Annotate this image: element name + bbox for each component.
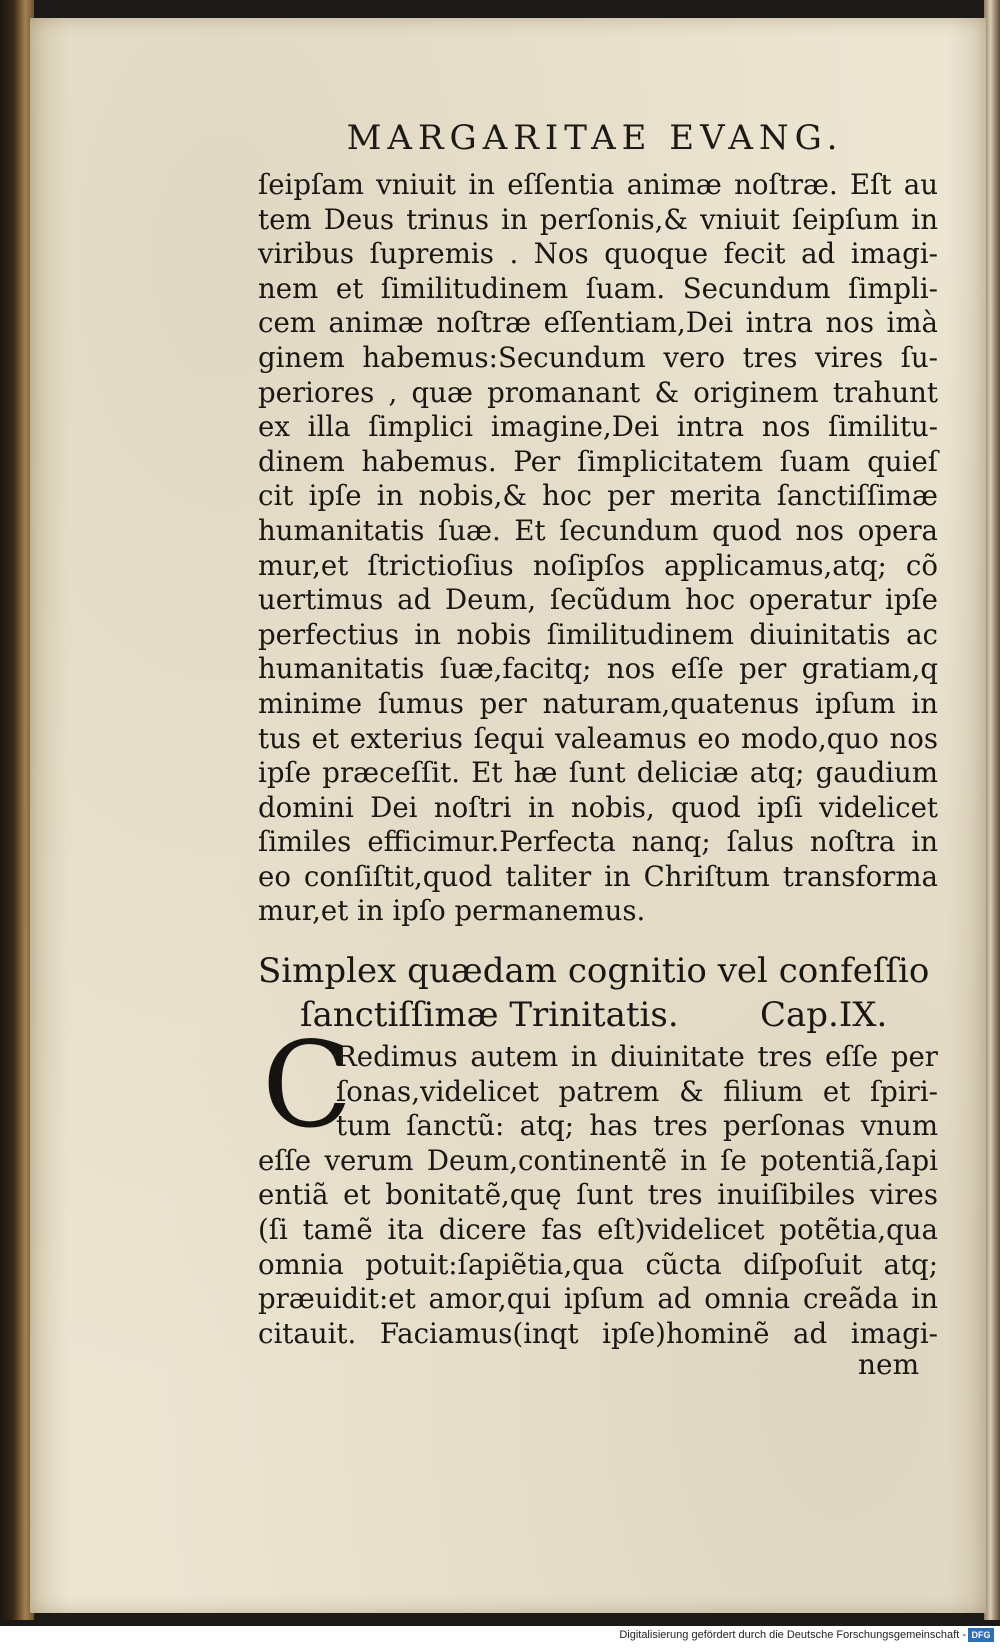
- text-line: mur,et ſtrictioſius noſipſos applicamus,atq; cõ: [258, 548, 938, 582]
- text-line: cem animæ noſtræ eſſentiam,Dei intra nos imà: [258, 306, 938, 340]
- chapter-heading-line2: [300, 994, 900, 1036]
- text-line: ſonas,videlicet patrem & filium et ſpiri-: [336, 1074, 938, 1108]
- text-line: Redimus autem in diuinitate tres eſſe per: [336, 1040, 938, 1073]
- chapter-heading: Simplex quædam cognitio vel confeſſio: [258, 951, 930, 991]
- text-line: ſeipſam vniuit in eſſentia animæ noſtræ. Eſt au: [258, 168, 938, 201]
- text-line: mur,et in ipſo permanemus.: [258, 894, 646, 928]
- text-line: tem Deus trinus in perſonis,& vniuit ſeipſum in: [258, 202, 938, 236]
- text-line: cit ipſe in nobis,& hoc per merita ſanctiſſimæ: [258, 479, 938, 513]
- text-line: ſimiles efficimur.Perfecta nanq; ſalus noſtra in: [258, 825, 938, 859]
- chapter-heading-subtitle: ſanctiſſimæ Trinitatis.: [300, 995, 679, 1035]
- text-line: uertimus ad Deum, ſecũdum hoc operatur ipſe: [258, 583, 938, 617]
- text-line: minime ſumus per naturam,quatenus ipſum in: [258, 686, 938, 720]
- text-line: tum ſanctũ: atq; has tres perſonas vnum: [336, 1109, 938, 1143]
- funding-credit: Digitalisierung gefördert durch die Deutsche Forschungsgemeinschaft -: [619, 1629, 966, 1641]
- text-line: citauit. Faciamus(inqt ipſe)hominẽ ad imagi-: [258, 1316, 938, 1350]
- text-line: ipſe præceſſit. Et hæ ſunt deliciæ atq; gaudium: [258, 756, 938, 790]
- drop-cap: C: [262, 1016, 353, 1154]
- text-line: ginem habemus:Secundum vero tres vires ſu-: [258, 340, 938, 374]
- text-line: eſſe verum Deum,continentẽ in ſe potentiã,ſapi: [258, 1143, 938, 1177]
- running-head: MARGARITAE EVANG.: [346, 118, 844, 158]
- text-line: domini Dei noſtri in nobis, quod ipſi videlicet: [258, 790, 938, 824]
- text-line: perfectius in nobis ſimilitudinem diuinitatis ac: [258, 617, 938, 651]
- dfg-logo-icon: DFG: [968, 1628, 994, 1642]
- text-line: ex illa ſimplici imagine,Dei intra nos ſimilitu-: [258, 410, 938, 444]
- text-line: præuidit:et amor,qui ipſum ad omnia creãda in: [258, 1282, 938, 1316]
- text-line: (ſi tamẽ ita dicere fas eſt)videlicet potẽtia,qua: [258, 1212, 938, 1246]
- text-line: periores , quæ promanant & originem trahunt: [258, 375, 938, 409]
- text-line: omnia potuit:ſapiẽtia,qua cũcta diſpoſuit atq;: [258, 1247, 938, 1281]
- text-line: dinem habemus. Per ſimplicitatem ſuam quieſ: [258, 444, 938, 478]
- chapter-number: Cap.IX.: [760, 995, 888, 1035]
- text-line: humanitatis ſuæ. Et ſecundum quod nos opera: [258, 513, 938, 547]
- text-line: tus et exterius ſequi valeamus eo modo,quo nos: [258, 721, 938, 755]
- book-spine: [0, 0, 34, 1620]
- text-line: viribus ſupremis . Nos quoque fecit ad imagi-: [258, 237, 938, 271]
- page-edge: [984, 0, 1000, 1620]
- text-line: nem et ſimilitudinem ſuam. Secundum ſimpli-: [258, 271, 938, 305]
- text-line: humanitatis ſuæ,facitq; nos eſſe per gratiam,q: [258, 652, 938, 686]
- body-text: [258, 168, 938, 929]
- chapter-text: [258, 1040, 938, 1351]
- text-line: entiã et bonitatẽ,quę ſunt tres inuiſibiles vires: [258, 1178, 938, 1212]
- text-line: eo conſiſtit,quod taliter in Chriſtum transforma: [258, 859, 938, 893]
- catchword: nem: [858, 1348, 920, 1381]
